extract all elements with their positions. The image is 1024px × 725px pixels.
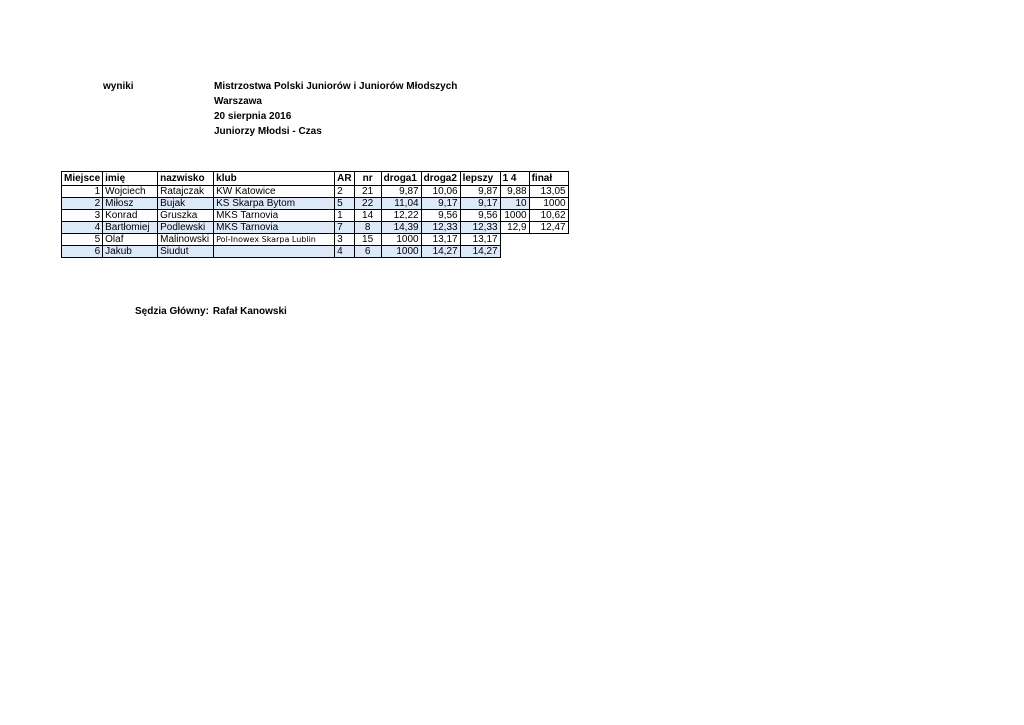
cell-run2: 13,17 — [421, 234, 460, 246]
cell-run1: 12,22 — [381, 210, 421, 222]
cell-last-name: Bujak — [158, 198, 214, 210]
col-header: 1 4 — [500, 172, 529, 186]
cell-run1: 9,87 — [381, 186, 421, 198]
cell-club: KS Skarpa Bytom — [214, 198, 335, 210]
col-header: klub — [214, 172, 335, 186]
cell-nr: 15 — [354, 234, 381, 246]
cell-club — [214, 246, 335, 258]
cell-run1: 11,04 — [381, 198, 421, 210]
cell-best: 9,56 — [460, 210, 500, 222]
cell-final — [529, 234, 568, 246]
col-header: AR — [335, 172, 354, 186]
cell-quarter: 12,9 — [500, 222, 529, 234]
cell-first-name: Olaf — [103, 234, 158, 246]
cell-ar: 5 — [335, 198, 354, 210]
cell-club: Pol-Inowex Skarpa Lublin — [214, 234, 335, 246]
col-header: nazwisko — [158, 172, 214, 186]
cell-nr: 14 — [354, 210, 381, 222]
cell-place: 5 — [62, 234, 103, 246]
cell-run2: 10,06 — [421, 186, 460, 198]
cell-ar: 1 — [335, 210, 354, 222]
cell-last-name: Malinowski — [158, 234, 214, 246]
table-header-row — [62, 172, 569, 186]
cell-final: 10,62 — [529, 210, 568, 222]
results-label: wyniki — [103, 81, 134, 92]
cell-run2: 12,33 — [421, 222, 460, 234]
cell-last-name: Podlewski — [158, 222, 214, 234]
cell-ar: 2 — [335, 186, 354, 198]
cell-ar: 7 — [335, 222, 354, 234]
col-header: imię — [103, 172, 158, 186]
cell-run2: 9,56 — [421, 210, 460, 222]
cell-quarter: 9,88 — [500, 186, 529, 198]
cell-final — [529, 246, 568, 258]
chief-judge-label: Sędzia Główny: — [135, 306, 209, 317]
cell-place: 3 — [62, 210, 103, 222]
col-header: Miejsce — [62, 172, 103, 186]
cell-quarter: 10 — [500, 198, 529, 210]
col-header: finał — [529, 172, 568, 186]
cell-best: 13,17 — [460, 234, 500, 246]
cell-best: 9,87 — [460, 186, 500, 198]
event-category: Juniorzy Młodsi - Czas — [214, 126, 322, 137]
cell-club: MKS Tarnovia — [214, 210, 335, 222]
cell-run1: 1000 — [381, 246, 421, 258]
event-title: Mistrzostwa Polski Juniorów i Juniorów Młodszych — [214, 81, 458, 92]
event-header — [214, 79, 457, 139]
cell-final: 1000 — [529, 198, 568, 210]
cell-nr: 6 — [354, 246, 381, 258]
event-city: Warszawa — [214, 96, 262, 107]
cell-run2: 9,17 — [421, 198, 460, 210]
cell-club: KW Katowice — [214, 186, 335, 198]
cell-quarter — [500, 246, 529, 258]
cell-final: 13,05 — [529, 186, 568, 198]
cell-ar: 4 — [335, 246, 354, 258]
col-header: lepszy — [460, 172, 500, 186]
cell-best: 14,27 — [460, 246, 500, 258]
results-table — [61, 171, 569, 258]
cell-first-name: Wojciech — [103, 186, 158, 198]
cell-place: 4 — [62, 222, 103, 234]
cell-quarter — [500, 234, 529, 246]
cell-first-name: Bartłomiej — [103, 222, 158, 234]
cell-last-name: Siudut — [158, 246, 214, 258]
cell-run2: 14,27 — [421, 246, 460, 258]
cell-place: 6 — [62, 246, 103, 258]
col-header: droga1 — [381, 172, 421, 186]
cell-quarter: 1000 — [500, 210, 529, 222]
cell-place: 1 — [62, 186, 103, 198]
cell-nr: 21 — [354, 186, 381, 198]
col-header: droga2 — [421, 172, 460, 186]
cell-run1: 14,39 — [381, 222, 421, 234]
cell-place: 2 — [62, 198, 103, 210]
cell-nr: 22 — [354, 198, 381, 210]
cell-first-name: Konrad — [103, 210, 158, 222]
cell-first-name: Jakub — [103, 246, 158, 258]
cell-club: MKS Tarnovia — [214, 222, 335, 234]
chief-judge — [135, 306, 287, 317]
cell-ar: 3 — [335, 234, 354, 246]
cell-last-name: Gruszka — [158, 210, 214, 222]
cell-first-name: Miłosz — [103, 198, 158, 210]
col-header: nr — [354, 172, 381, 186]
cell-nr: 8 — [354, 222, 381, 234]
table-row — [62, 222, 569, 234]
cell-final: 12,47 — [529, 222, 568, 234]
chief-judge-name: Rafał Kanowski — [212, 306, 287, 317]
table-row — [62, 198, 569, 210]
cell-best: 12,33 — [460, 222, 500, 234]
cell-last-name: Ratajczak — [158, 186, 214, 198]
event-date: 20 sierpnia 2016 — [214, 111, 292, 122]
cell-best: 9,17 — [460, 198, 500, 210]
table-row — [62, 246, 569, 258]
table-row — [62, 234, 569, 246]
cell-run1: 1000 — [381, 234, 421, 246]
table-row — [62, 210, 569, 222]
table-row — [62, 186, 569, 198]
